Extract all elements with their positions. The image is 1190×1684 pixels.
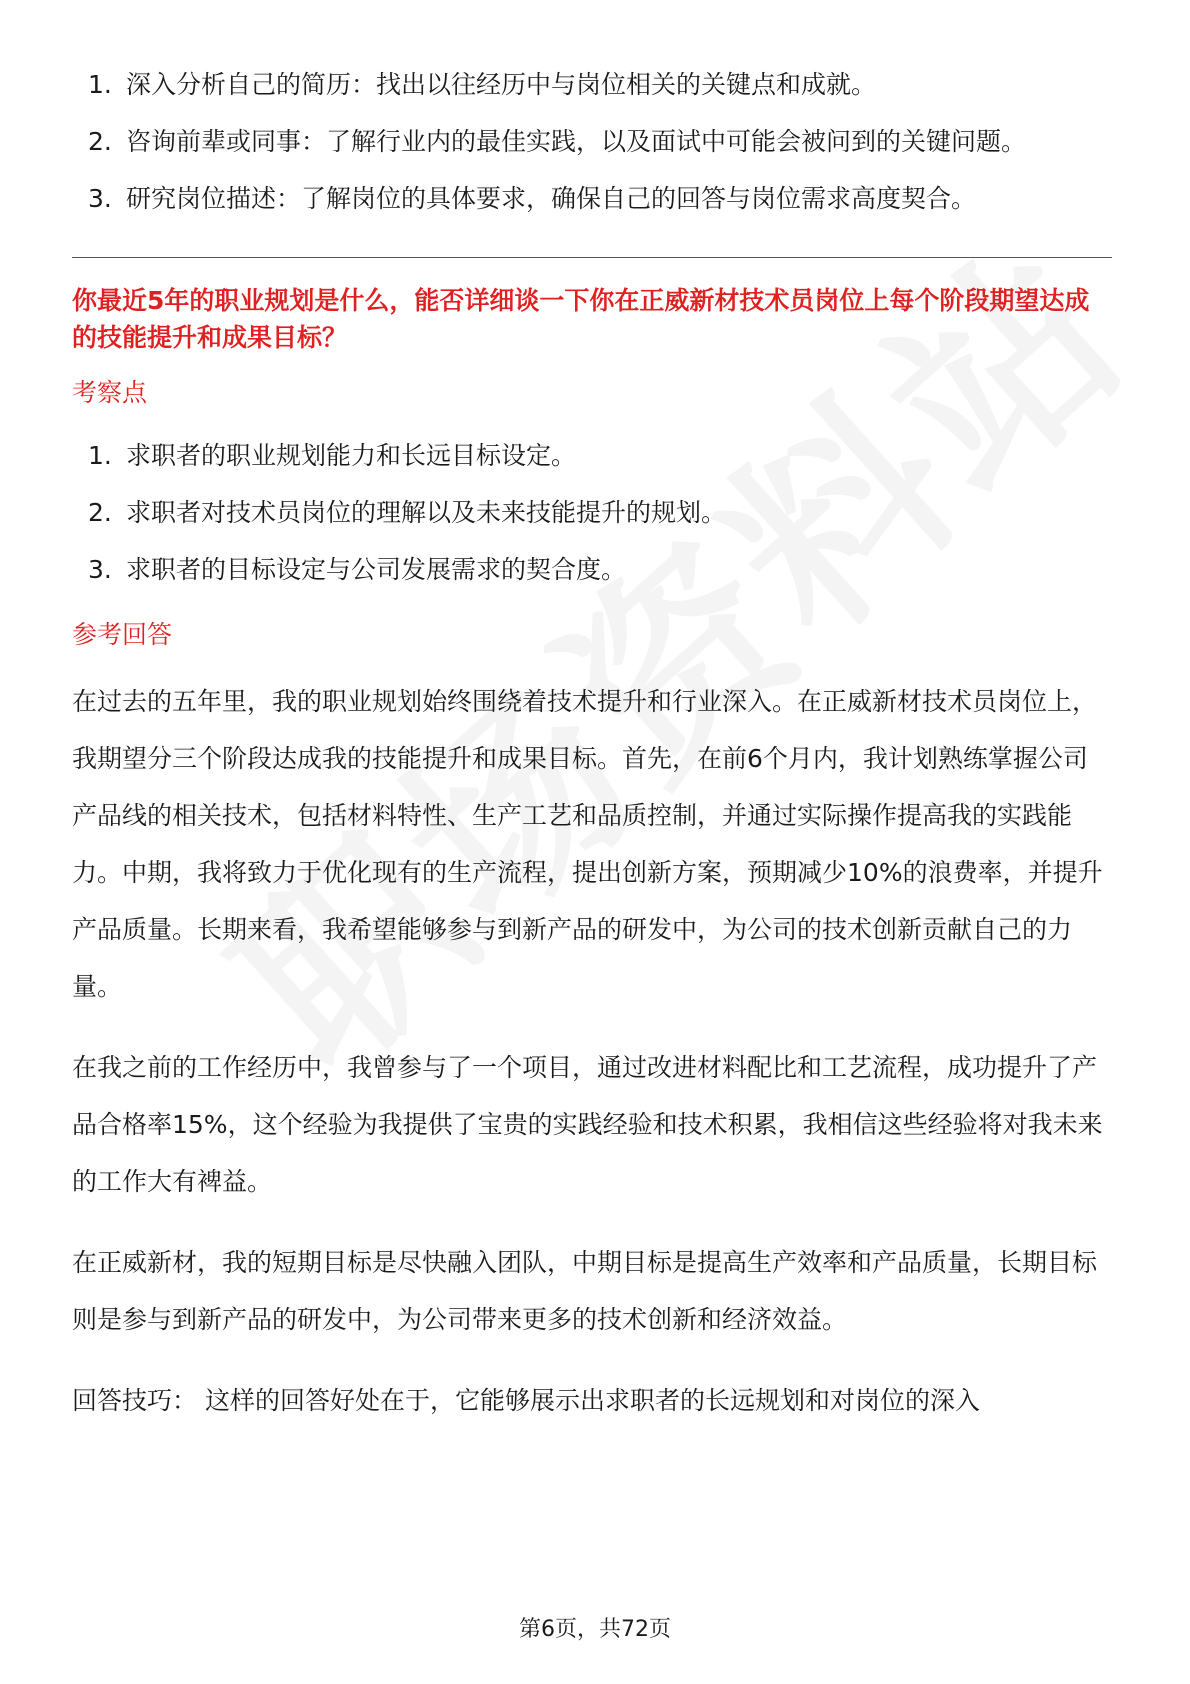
page-content [72, 56, 1112, 1429]
top-list [72, 56, 1112, 227]
interview-question: 你最近5年的职业规划是什么，能否详细谈一下你在正威新材技术员岗位上每个阶段期望达成的技能提升和成果目标？ [72, 286, 1090, 352]
answer-tip: 回答技巧： 这样的回答好处在于，它能够展示出求职者的长远规划和对岗位的深入 [72, 1386, 980, 1415]
list-item [72, 484, 1112, 541]
answer-paragraph: 在正威新材，我的短期目标是尽快融入团队，中期目标是提高生产效率和产品质量，长期目标则是参与到新产品的研发中，为公司带来更多的技术创新和经济效益。 [72, 1248, 1098, 1334]
list-item-text: 深入分析自己的简历：找出以往经历中与岗位相关的关键点和成就。 [126, 70, 877, 99]
page-number: 第6页，共72页 [519, 1617, 671, 1642]
list-item [72, 56, 1112, 113]
list-item-text: 求职者对技术员岗位的理解以及未来技能提升的规划。 [126, 498, 727, 527]
section-divider [72, 257, 1112, 258]
list-item-number: 3. [88, 184, 112, 213]
list-item [72, 113, 1112, 170]
list-item-text: 研究岗位描述：了解岗位的具体要求，确保自己的回答与岗位需求高度契合。 [126, 184, 977, 213]
list-item-number: 1. [88, 441, 112, 470]
list-item-text: 求职者的职业规划能力和长远目标设定。 [126, 441, 577, 470]
answer-heading: 参考回答 [72, 620, 173, 649]
list-item-text: 求职者的目标设定与公司发展需求的契合度。 [126, 555, 627, 584]
list-item [72, 170, 1112, 227]
list-item-number: 3. [88, 555, 112, 584]
list-item-number: 1. [88, 70, 112, 99]
answer-paragraph: 在我之前的工作经历中，我曾参与了一个项目，通过改进材料配比和工艺流程，成功提升了产品合格率15%，这个经验为我提供了宝贵的实践经验和技术积累，我相信这些经验将对我未来的工作大有裨益。 [72, 1053, 1103, 1196]
answer-paragraph: 在过去的五年里，我的职业规划始终围绕着技术提升和行业深入。在正威新材技术员岗位上，我期望分三个阶段达成我的技能提升和成果目标。首先，在前6个月内，我计划熟练掌握公司产品线的相关技术，包括材料特性、生产工艺和品质控制，并通过实际操作提高我的实践能力。中期，我将致力于优化现有的生产流程，提出创新方案，预期减少10%的浪费率，并提升产品质量。长期来看，我希望能够参与到新产品的研发中，为公司的技术创新贡献自己的力量。 [72, 687, 1103, 1001]
list-item-number: 2. [88, 127, 112, 156]
list-item [72, 427, 1112, 484]
focus-heading: 考察点 [72, 378, 148, 407]
list-item-number: 2. [88, 498, 112, 527]
list-item-text: 咨询前辈或同事：了解行业内的最佳实践，以及面试中可能会被问到的关键问题。 [126, 127, 1027, 156]
list-item [72, 541, 1112, 598]
focus-list [72, 427, 1112, 598]
